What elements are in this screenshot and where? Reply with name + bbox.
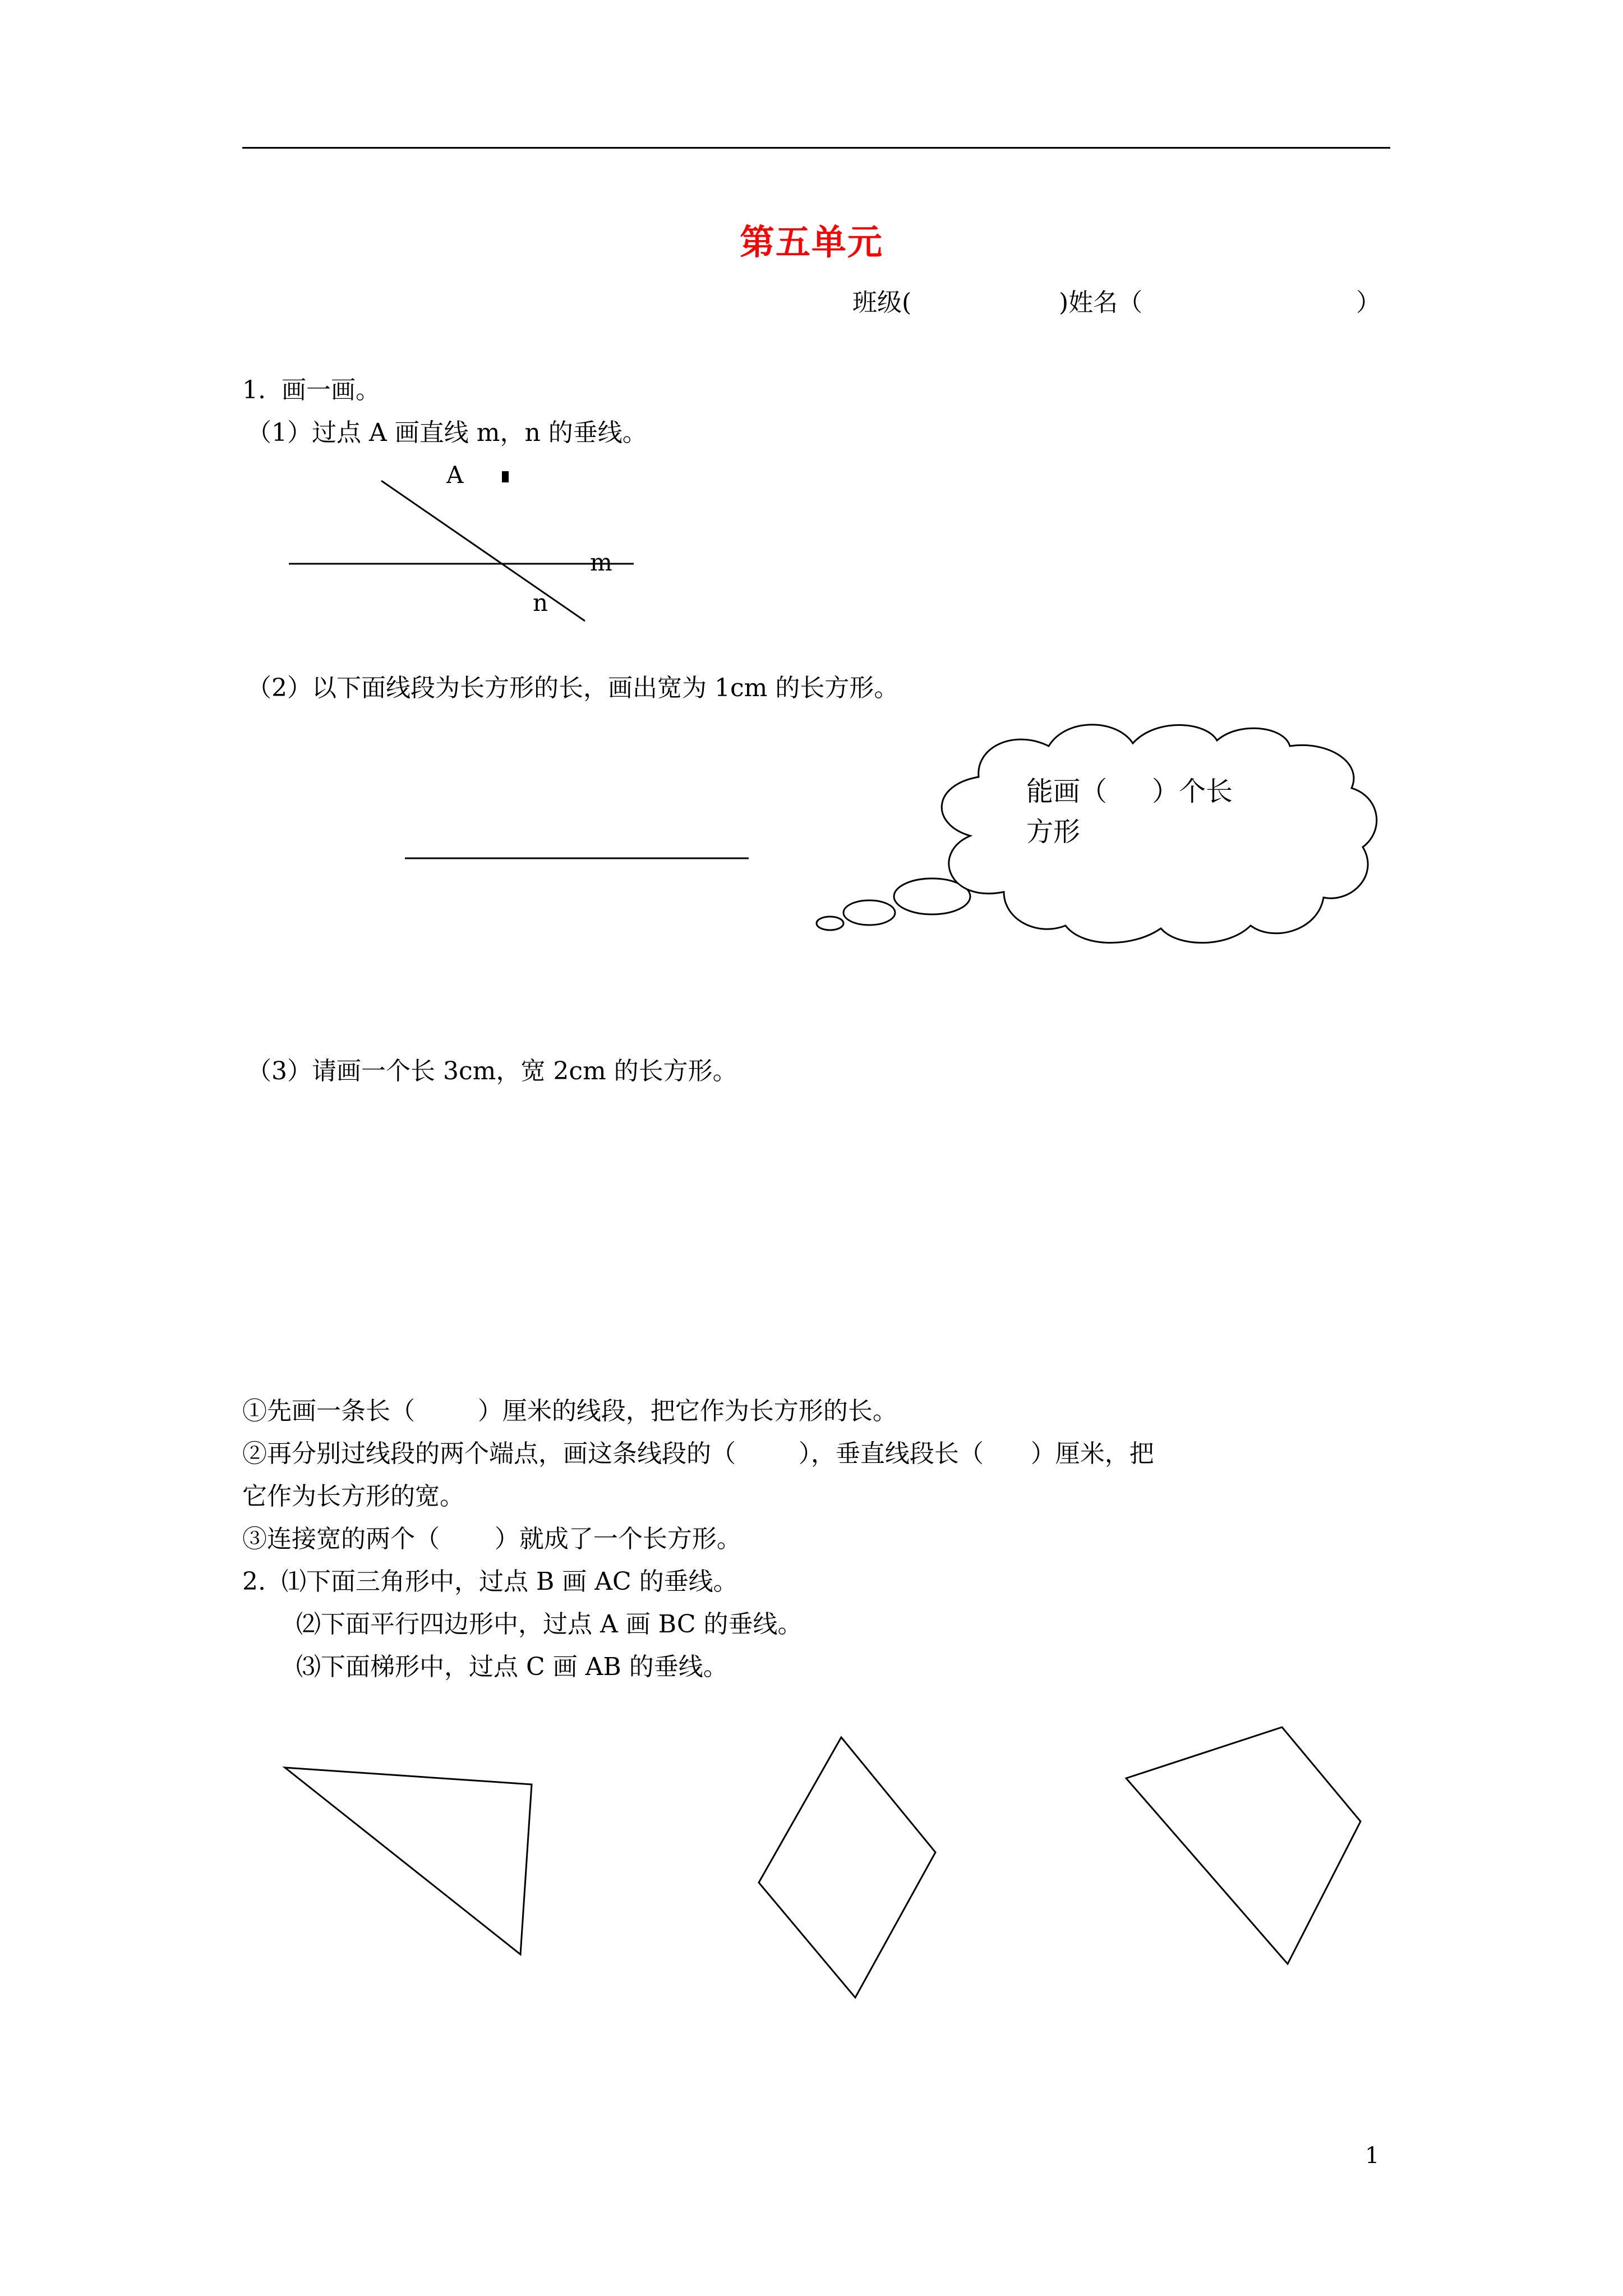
step-3: ③连接宽的两个（ ）就成了一个长方形。 [242,1525,741,1553]
trapezoid-shape [1126,1727,1361,1964]
page-title: 第五单元 [739,222,883,263]
label-a: A [446,461,464,489]
name-label: )姓名（ [1059,288,1143,317]
step-1: ①先画一条长（ ）厘米的线段，把它作为长方形的长。 [242,1397,897,1425]
section2-heading: 2. ⑴下面三角形中，过点 B 画 AC 的垂线。 [242,1567,738,1596]
question-1-1: （1）过点 A 画直线 m，n 的垂线。 [247,418,647,447]
cloud-text-line1: 能画（ ）个长 [1026,777,1233,807]
question-1-2: （2）以下面线段为长方形的长，画出宽为 1cm 的长方形。 [247,674,899,702]
label-m: m [590,549,612,576]
page-number: 1 [1365,2143,1380,2169]
question-2-2: ⑵下面平行四边形中，过点 A 画 BC 的垂线。 [296,1610,803,1639]
step-2-line2: 它作为长方形的宽。 [242,1482,464,1511]
question-2-3: ⑶下面梯形中，过点 C 画 AB 的垂线。 [296,1653,728,1681]
step-2-line1: ②再分别过线段的两个端点，画这条线段的（ ），垂直线段长（ ）厘米，把 [242,1439,1154,1468]
question-1-3: （3）请画一个长 3cm，宽 2cm 的长方形。 [247,1057,737,1085]
class-label: 班级( [852,288,912,317]
section1-heading: 1. 画一画。 [242,376,380,404]
name-close: ） [1356,288,1381,317]
label-n: n [533,589,548,616]
cloud-text-line2: 方形 [1026,817,1081,847]
parallelogram-shape [759,1737,935,1998]
triangle-shape [285,1768,532,1954]
